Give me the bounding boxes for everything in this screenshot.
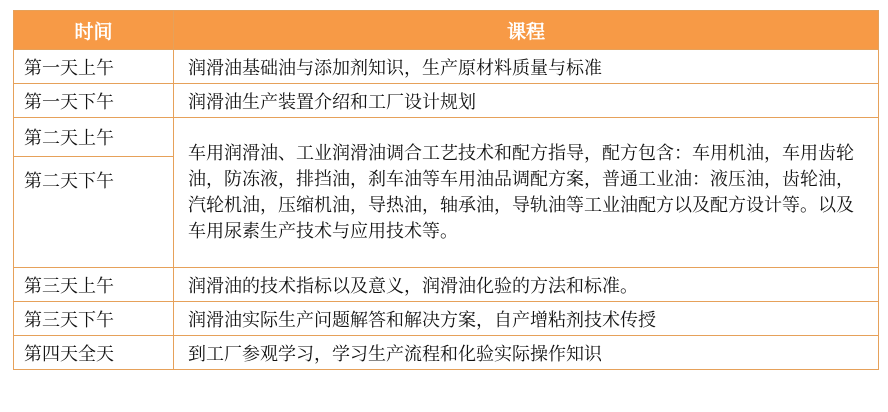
time-cell: 第一天上午: [14, 50, 174, 84]
schedule-table: [13, 10, 879, 370]
time-cell: 第三天下午: [14, 302, 174, 336]
time-cell: 第四天全天: [14, 336, 174, 370]
time-cell: 第二天上午: [14, 118, 174, 157]
table-row: [14, 268, 879, 302]
course-cell-merged: 车用润滑油、工业润滑油调合工艺技术和配方指导，配方包含：车用机油，车用齿轮油，防冻液，排挡油，刹车油等车用油品调配方案，普通工业油：液压油，齿轮油，汽轮机油，压缩机油，导热油，轴承油，导轨油等工业油配方以及配方设计等。以及车用尿素生产技术与应用技术等。: [174, 118, 879, 268]
time-cell: 第三天上午: [14, 268, 174, 302]
header-course: 课程: [174, 11, 879, 50]
course-cell: 到工厂参观学习，学习生产流程和化验实际操作知识: [174, 336, 879, 370]
table-row: [14, 50, 879, 84]
course-cell: 润滑油生产装置介绍和工厂设计规划: [174, 84, 879, 118]
course-cell: 润滑油实际生产问题解答和解决方案，自产增粘剂技术传授: [174, 302, 879, 336]
header-row: [14, 11, 879, 50]
table-row: [14, 84, 879, 118]
course-cell: 润滑油的技术指标以及意义，润滑油化验的方法和标准。: [174, 268, 879, 302]
course-cell: 润滑油基础油与添加剂知识，生产原材料质量与标准: [174, 50, 879, 84]
header-time: 时间: [14, 11, 174, 50]
table-row: [14, 118, 879, 157]
time-cell: 第一天下午: [14, 84, 174, 118]
table-row: [14, 302, 879, 336]
schedule-table-wrapper: [13, 10, 878, 403]
time-cell: 第二天下午: [14, 157, 174, 268]
table-row: [14, 336, 879, 370]
